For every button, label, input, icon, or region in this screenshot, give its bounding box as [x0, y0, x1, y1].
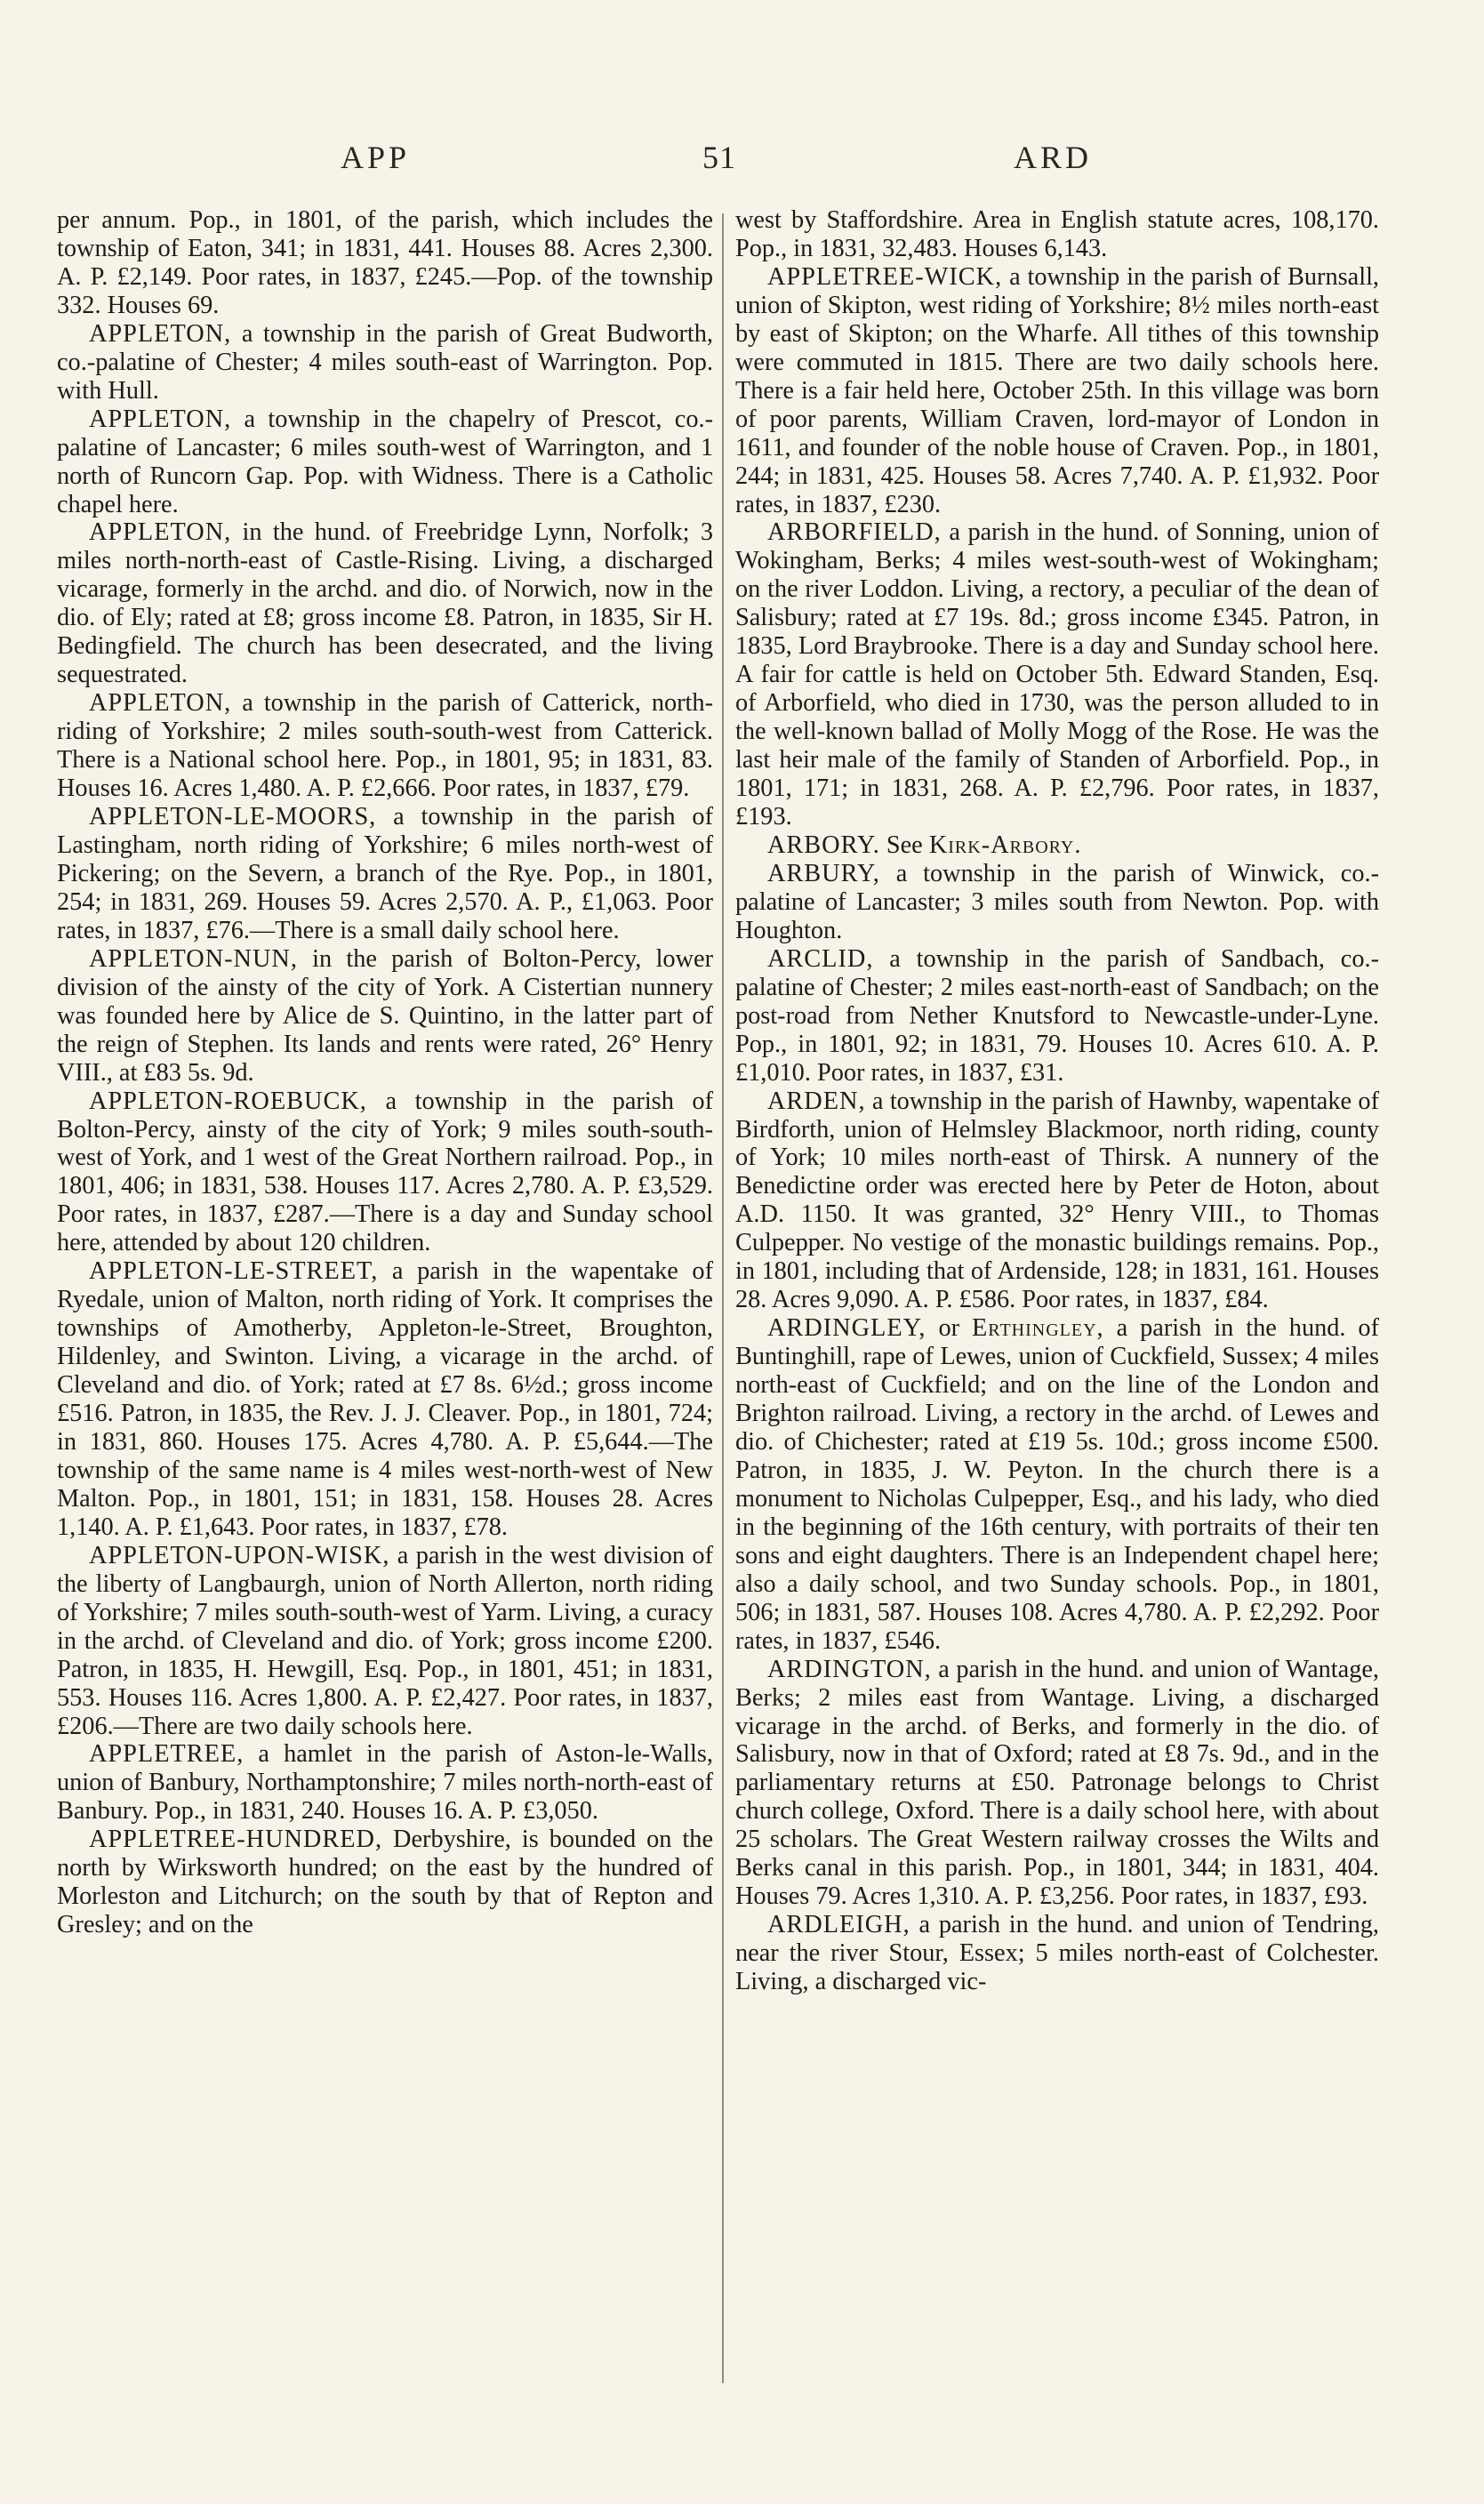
entry — [57, 518, 713, 689]
entry — [735, 518, 1379, 831]
running-head-left: APP — [341, 140, 411, 175]
entry-headword: APPLETREE, — [89, 1740, 245, 1769]
entry — [57, 1087, 713, 1258]
entry — [57, 803, 713, 945]
alternate-name: Erthingley, — [972, 1314, 1104, 1343]
entry-text: Derbyshire, is bounded on the north by Wirksworth hundred; on the east by the hundred of Morleston and Litchurch; on the south by that of Repton and Gresley; and on the — [57, 1826, 714, 1939]
entry — [735, 263, 1379, 519]
entry-headword: APPLETON, — [89, 319, 232, 348]
entry-text: a township in the parish of Winwick, co.-palatine of Lancaster; 3 miles south from Newton. Pop. with Houghton. — [735, 859, 1379, 944]
entry-headword: APPLETON, — [89, 689, 232, 718]
entry-headword: APPLETON-NUN, — [89, 944, 298, 973]
entry-text: a parish in the hund. and union of Wantage, Berks; 2 miles east from Wantage. Living, a discharged vicarage in the archd. of Berks, and formerly in the dio. of Salisbury, now in that of Oxford; rated at £8 7s. 9d., and in the parliamentary returns at £50. Patronage belongs to Christ church college, Oxford. There is a daily school here, with about 25 scholars. The Great Western railway crosses the Wilts and Berks canal in this parish. Pop., in 1801, 344; in 1831, 404. Houses 79. Acres 1,310. A. P. £3,256. Poor rates, in 1837, £93. — [735, 1655, 1380, 1911]
entry-text-continued: a parish in the hund. of Buntinghill, rape of Lewes, union of Cuckfield, Sussex; 4 miles north-east of Cuckfield; and on the line of the London and Brighton railroad. Living, a rectory in the archd. of Lewes and dio. of Chichester; rated at £19 5s. 10d.; gross income £500. Patron, in 1835, J. W. Peyton. In the church there is a monument to Nicholas Culpepper, Esq., and his lady, who died in the beginning of the 16th century, with portraits of their ten sons and eight daughters. There is an Independent chapel here; also a daily school, and two Sunday schools. Pop., in 1801, 506; in 1831, 587. Houses 108. Acres 4,780. A. P. £2,292. Poor rates, in 1837, £546. — [735, 1314, 1380, 1655]
entry-text: a parish in the west division of the liberty of Langbaurgh, union of North Allerton, north riding of Yorkshire; 7 miles south-south-west of Yarm. Living, a curacy in the archd. of Cleveland and dio. of York; gross income £200. Patron, in 1835, H. Hewgill, Esq. Pop., in 1801, 451; in 1831, 553. Houses 116. Acres 1,800. A. P. £2,427. Poor rates, in 1837, £206.—There are two daily schools here. — [57, 1541, 713, 1740]
entry-text: in the hund. of Freebridge Lynn, Norfolk; 3 miles north-north-east of Castle-Rising. Living, a discharged vicarage, formerly in the archd. and dio. of Norwich, now in the dio. of Ely; rated at £8; gross income £8. Patron, in 1835, Sir H. Bedingfield. The church has been desecrated, and the living sequestrated. — [57, 518, 714, 689]
entry-text: a hamlet in the parish of Aston-le-Walls, union of Banbury, Northamptonshire; 7 miles north-north-east of Banbury. Pop., in 1831, 240. Houses 16. A. P. £3,050. — [57, 1740, 714, 1826]
entry — [735, 1087, 1379, 1315]
entry-headword: ARBORFIELD, — [767, 518, 942, 547]
left-column — [57, 206, 713, 1939]
entry — [735, 1911, 1379, 1996]
entry-headword: ARDINGTON, — [767, 1655, 932, 1683]
entry-headword: ARDEN, — [767, 1087, 866, 1115]
entry-headword: ARDINGLEY, — [767, 1314, 926, 1343]
entry — [57, 1826, 713, 1939]
entry-headword: APPLETON-LE-MOORS, — [89, 803, 377, 831]
entry-headword: ARBURY, — [767, 859, 880, 887]
entry — [735, 860, 1379, 945]
entry — [735, 1656, 1379, 1912]
entry-text: a township in the parish of Sandbach, co.-palatine of Chester; 2 miles east-north-east of Sandbach; on the post-road from Nether Knutsford to Newcastle-under-Lyne. Pop., in 1801, 92; in 1831, 79. Houses 10. Acres 610. A. P. £1,010. Poor rates, in 1837, £31. — [735, 944, 1380, 1087]
entry-text: in the parish of Bolton-Percy, lower division of the ainsty of the city of York. A Cistertian nunnery was founded here by Alice de S. Quintino, in the latter part of the reign of Stephen. Its lands and rents were rated, 26° Henry VIII., at £83 5s. 9d. — [57, 944, 713, 1087]
entry — [57, 945, 713, 1087]
right-column — [735, 206, 1379, 1996]
entry-continuation — [57, 206, 713, 320]
entry-text: a township in the parish of Burnsall, union of Skipton, west riding of Yorkshire; 8½ miles north-east by east of Skipton; on the Wharfe. All tithes of this township were commuted in 1815. There are two daily schools here. There is a fair held here, October 25th. In this village was born of poor parents, William Craven, lord-mayor of London in 1611, and founder of the noble house of Craven. Pop., in 1801, 244; in 1831, 425. Houses 58. Acres 7,740. A. P. £1,932. Poor rates, in 1837, £230. — [735, 262, 1380, 518]
page-number: 51 — [702, 140, 736, 175]
running-head-right: ARD — [1014, 140, 1093, 175]
entry-headword: APPLETON-ROEBUCK, — [89, 1087, 367, 1115]
entry-headword: APPLETON-LE-STREET, — [89, 1257, 379, 1286]
entry — [57, 320, 713, 405]
entry-headword: APPLETON, — [89, 518, 232, 547]
entry-headword: ARCLID, — [767, 944, 874, 973]
entry-text: a township in the parish of Hawnby, wapentake of Birdforth, union of Helmsley Blackmoor, north riding, county of York; 10 miles north-east of Thirsk. A nunnery of the Benedictine order was erected here by Peter de Hoton, about A.D. 1150. It was granted, 32° Henry VIII., to Thomas Culpepper. No vestige of the monastic buildings remains. Pop., in 1801, including that of Ardenside, 128; in 1831, 161. Houses 28. Acres 9,090. A. P. £586. Poor rates, in 1837, £84. — [735, 1087, 1380, 1314]
entry-text: a township in the chapelry of Prescot, co.-palatine of Lancaster; 6 miles south-west of Warrington, and 1 north of Runcorn Gap. Pop. with Widness. There is a Catholic chapel here. — [57, 405, 713, 518]
entry — [57, 1257, 713, 1542]
entry — [57, 689, 713, 803]
entry-text: a township in the parish of Bolton-Percy, ainsty of the city of York; 9 miles south-south-west of York, and 1 west of the Great Northern railroad. Pop., in 1801, 406; in 1831, 538. Houses 117. Acres 2,780. A. P. £3,529. Poor rates, in 1837, £287.—There is a day and Sunday school here, attended by about 120 children. — [57, 1087, 714, 1257]
entry-text: a parish in the hund. and union of Tendring, near the river Stour, Essex; 5 miles north-east of Colchester. Living, a discharged vic- — [735, 1911, 1379, 1996]
entry-text: a parish in the hund. of Sonning, union of Wokingham, Berks; 4 miles west-south-west of Wokingham; on the river Loddon. Living, a rectory, a peculiar of the dean of Salisbury; rated at £7 19s. 8d.; gross income £345. Patron, in 1835, Lord Braybrooke. There is a day and Sunday school here. A fair for cattle is held on October 5th. Edward Standen, Esq. of Arborfield, who died in 1730, was the person alluded to in the well-known ballad of Molly Mogg of the Rose. He was the last heir male of the family of Standen of Arborfield. Pop., in 1801, 171; in 1831, 268. A. P. £2,796. Poor rates, in 1837, £193. — [735, 518, 1379, 831]
entry — [735, 831, 1379, 860]
entry-text: a parish in the wapentake of Ryedale, union of Malton, north riding of York. It comprises the townships of Amotherby, Appleton-le-Street, Broughton, Hildenley, and Swinton. Living, a vicarage in the archd. of Cleveland and dio. of York; rated at £7 8s. 6½d.; gross income £516. Patron, in 1835, the Rev. J. J. Cleaver. Pop., in 1801, 724; in 1831, 860. Houses 175. Acres 4,780. A. P. £5,644.—The township of the same name is 4 miles west-north-west of New Malton. Pop., in 1801, 151; in 1831, 158. Houses 28. Acres 1,140. A. P. £1,643. Poor rates, in 1837, £78. — [57, 1257, 714, 1541]
entry-text: a township in the parish of Catterick, north-riding of Yorkshire; 2 miles south-south-west from Catterick. There is a National school here. Pop., in 1801, 95; in 1831, 83. Houses 16. Acres 1,480. A. P. £2,666. Poor rates, in 1837, £79. — [57, 689, 713, 803]
entry-text: See — [886, 831, 923, 859]
page-header — [0, 139, 1484, 192]
entry-headword: APPLETON-UPON-WISK, — [89, 1541, 390, 1569]
entry — [57, 1740, 713, 1826]
entry — [57, 405, 713, 519]
entry-text: a township in the parish of Lastingham, north riding of Yorkshire; 6 miles north-west of Pickering; on the Severn, a branch of the Rye. Pop., in 1801, 254; in 1831, 269. Houses 59. Acres 2,570. A. P., £1,063. Poor rates, in 1837, £76.—There is a small daily school here. — [57, 803, 714, 944]
entry-headword: ARDLEIGH, — [767, 1911, 910, 1939]
entry-text: a township in the parish of Great Budworth, co.-palatine of Chester; 4 miles south-east of Warrington. Pop. with Hull. — [57, 319, 714, 405]
entry-headword: APPLETON, — [89, 405, 232, 433]
cross-reference: Kirk-Arbory. — [928, 831, 1082, 859]
entry-headword: APPLETREE-WICK, — [767, 262, 1003, 291]
entry — [735, 945, 1379, 1087]
entry — [735, 1314, 1379, 1655]
entry-headword: ARBORY. — [767, 831, 880, 859]
entry-headword: APPLETREE-HUNDRED, — [89, 1826, 383, 1854]
entry — [57, 1542, 713, 1741]
entry-text: or — [938, 1314, 960, 1343]
entry-continuation — [735, 206, 1379, 263]
column-divider — [722, 213, 724, 2383]
entry-text: west by Staffordshire. Area in English statute acres, 108,170. Pop., in 1831, 32,483. Houses 6,143. — [735, 206, 1379, 262]
entry-text: per annum. Pop., in 1801, of the parish, which includes the township of Eaton, 341; in 1831, 441. Houses 88. Acres 2,300. A. P. £2,149. Poor rates, in 1837, £245.—Pop. of the township 332. Houses 69. — [57, 206, 713, 319]
